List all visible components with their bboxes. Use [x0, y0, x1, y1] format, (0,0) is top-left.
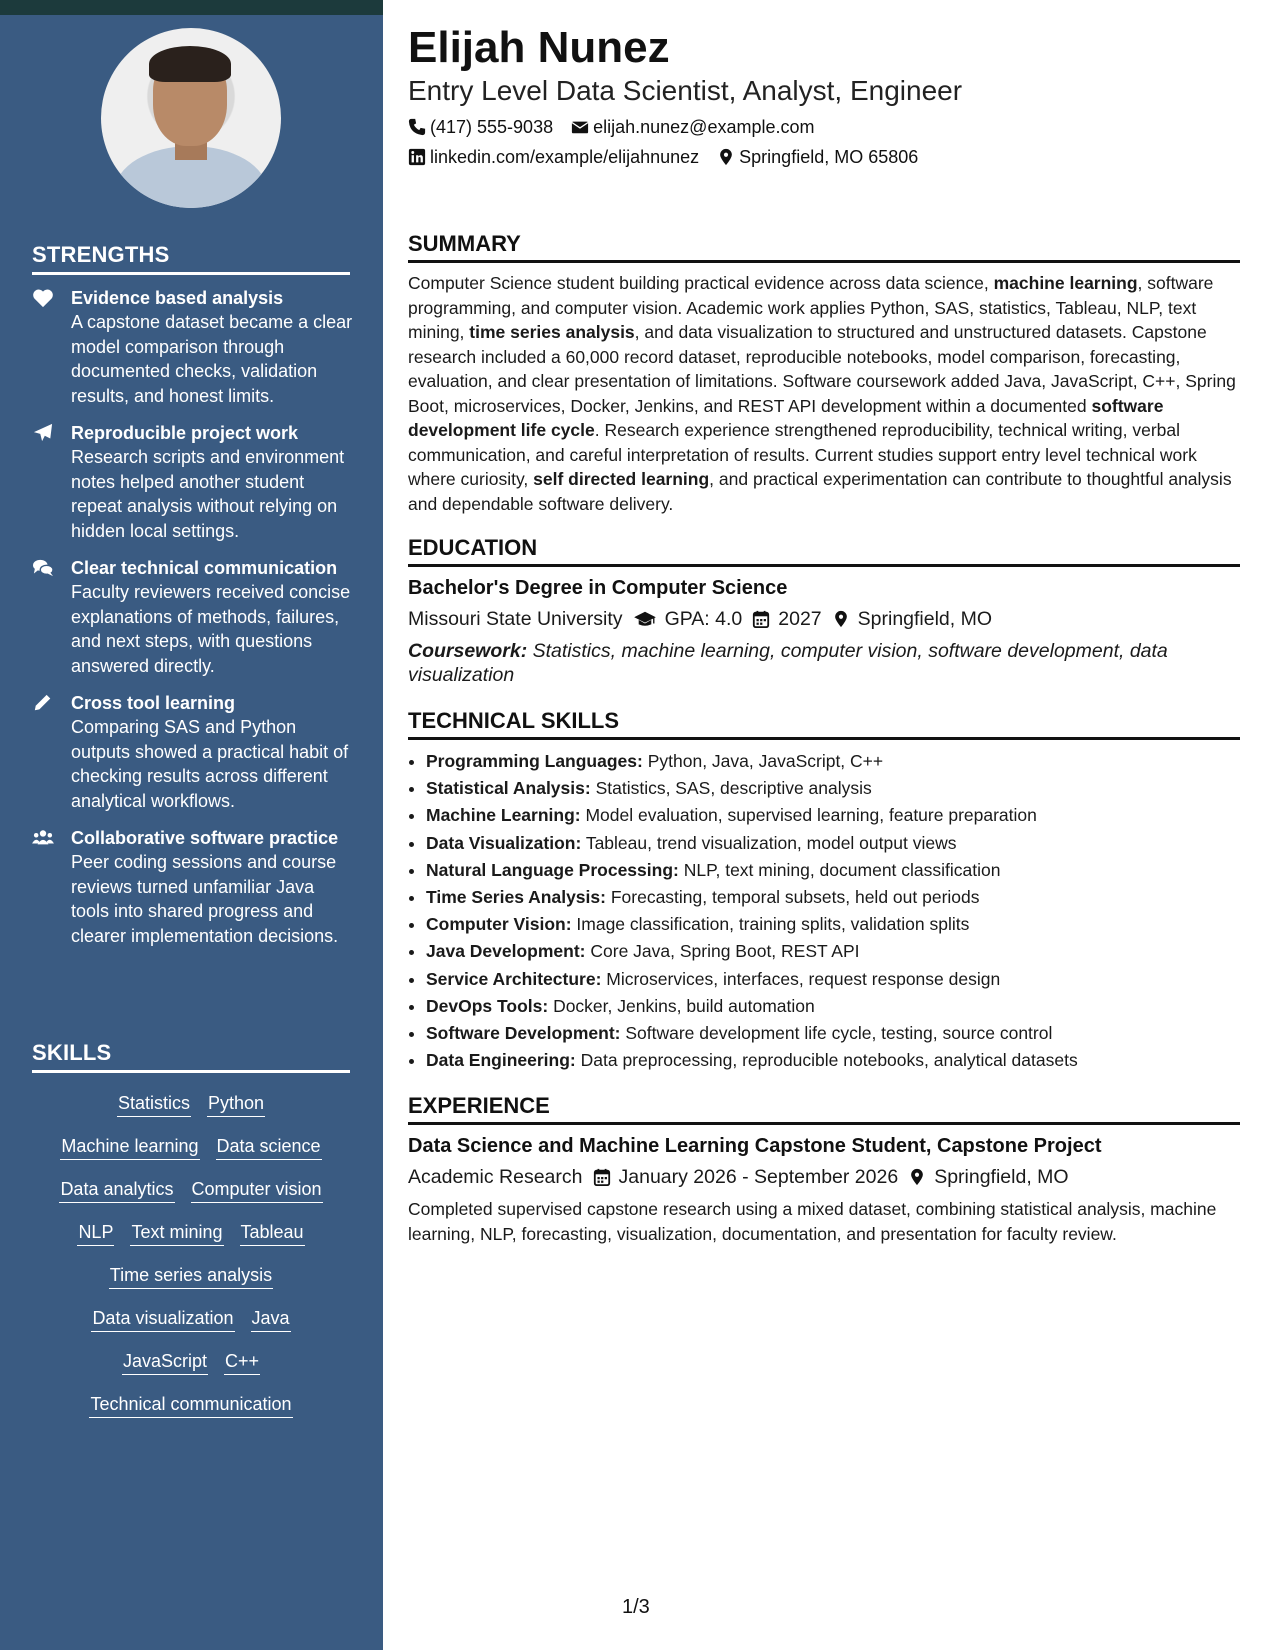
strength-item [32, 286, 357, 408]
experience-org: Academic Research [408, 1166, 583, 1189]
strength-title: Evidence based analysis [71, 288, 284, 308]
skill-category: Computer Vision: [426, 914, 572, 935]
envelope-icon [571, 118, 589, 136]
graduation-cap-icon [633, 610, 657, 628]
experience-section [408, 1092, 1240, 1246]
skill-values: Core Java, Spring Boot, REST API [585, 941, 860, 962]
edu-location-item [832, 605, 992, 633]
paper-plane-icon [32, 423, 54, 443]
skill-values: Image classification, training splits, validation splits [571, 914, 970, 935]
contact-line-2 [408, 146, 1240, 168]
education-section [408, 534, 1240, 687]
skill-tag: Java [251, 1307, 291, 1332]
experience-title: Data Science and Machine Learning Capstone Student, Capstone Project [408, 1135, 1102, 1158]
education-heading: EDUCATION [408, 534, 1240, 567]
calendar-icon [593, 1168, 611, 1186]
strength-title: Collaborative software practice [71, 828, 339, 848]
skill-tag: Tableau [240, 1221, 305, 1246]
technical-skills-heading: TECHNICAL SKILLS [408, 707, 1240, 740]
coursework-list: Statistics, machine learning, computer vision, software development, data visualization [408, 640, 1168, 686]
list-item [426, 857, 1240, 884]
skill-tag: Technical communication [89, 1393, 292, 1418]
candidate-name: Elijah Nunez [408, 23, 670, 72]
skill-tag: Computer vision [191, 1178, 323, 1203]
graduation-year: 2027 [778, 608, 822, 630]
skill-category: DevOps Tools: [426, 995, 549, 1016]
skill-category: Time Series Analysis: [426, 887, 606, 908]
list-item [426, 1020, 1240, 1047]
linkedin-contact [408, 146, 699, 168]
pencil-icon [32, 693, 54, 713]
skill-category: Statistical Analysis: [426, 778, 591, 799]
list-item [426, 938, 1240, 965]
sidebar-top-bar [0, 0, 383, 15]
location-contact [717, 146, 918, 168]
summary-heading: SUMMARY [408, 230, 1240, 263]
calendar-icon [752, 610, 770, 628]
skill-category: Programming Languages: [426, 751, 643, 771]
experience-description: Completed supervised capstone research using a mixed dataset, combining statistical analysis, machine learning, NLP, forecasting, visualization, documentation, and presentation for faculty review. [408, 1199, 1217, 1244]
technical-skills-list [408, 748, 1240, 1074]
skill-tag: Data visualization [91, 1307, 234, 1332]
comments-icon [32, 558, 54, 578]
gpa-item [633, 605, 743, 633]
coursework-label: Coursework: [408, 640, 528, 662]
skill-tag: JavaScript [122, 1350, 208, 1375]
summary-text-segment: Computer Science student building practical evidence across data science, [408, 273, 994, 293]
technical-skills-section [408, 707, 1240, 1074]
skill-values: Forecasting, temporal subsets, held out periods [605, 887, 980, 908]
skill-tag: Data science [216, 1135, 322, 1160]
summary-section [408, 230, 1240, 516]
map-marker-icon [832, 610, 850, 628]
linkedin-icon [408, 148, 426, 166]
strength-description: A capstone dataset became a clear model comparison through documented checks, validation results, and honest limits. [71, 312, 353, 406]
strength-item [32, 556, 357, 678]
summary-text [408, 271, 1240, 516]
location-text: Springfield, MO 65806 [739, 147, 919, 167]
strength-title: Clear technical communication [71, 558, 338, 578]
list-item [426, 884, 1240, 911]
list-item [426, 993, 1240, 1020]
skill-tag: Python [207, 1092, 265, 1117]
strength-description: Peer coding sessions and course reviews turned unfamiliar Java tools into shared progress and clearer implementation decisions. [71, 852, 339, 946]
gpa-value: GPA: 4.0 [664, 608, 743, 630]
email-contact [571, 116, 814, 138]
skill-values: Tableau, trend visualization, model output views [581, 832, 957, 853]
skill-tag: Data analytics [59, 1178, 174, 1203]
skill-values: Statistics, SAS, descriptive analysis [590, 778, 872, 799]
skill-tag: Time series analysis [109, 1264, 273, 1289]
phone-icon [408, 118, 426, 136]
summary-text-segment: , and practical experimentation can contribute to thoughtful analysis and dependable software delivery. [408, 469, 1232, 514]
coursework [408, 639, 1240, 687]
list-item [426, 1047, 1240, 1074]
skill-tag: Statistics [117, 1092, 191, 1117]
map-marker-icon [717, 148, 735, 166]
page-number: 1/3 [622, 1596, 650, 1618]
exp-dates-item [593, 1163, 899, 1191]
linkedin-url[interactable]: linkedin.com/example/elijahnunez [430, 147, 700, 167]
users-icon [32, 828, 54, 848]
skill-values: NLP, text mining, document classification [678, 859, 1001, 880]
experience-heading: EXPERIENCE [408, 1092, 1240, 1125]
skill-category: Software Development: [426, 1023, 621, 1044]
map-marker-icon [908, 1168, 926, 1186]
experience-dates: January 2026 - September 2026 [618, 1166, 899, 1189]
strength-title: Cross tool learning [71, 693, 236, 713]
list-item [426, 966, 1240, 993]
skill-category: Java Development: [426, 941, 586, 962]
sidebar [0, 0, 383, 1650]
strength-description: Research scripts and environment notes helped another student repeat analysis without relying on hidden local settings. [71, 447, 345, 541]
school-name: Missouri State University [408, 608, 623, 630]
school-location: Springfield, MO [857, 608, 993, 630]
phone-contact [408, 116, 553, 138]
skill-tag: Text mining [130, 1221, 223, 1246]
candidate-role: Entry Level Data Scientist, Analyst, Engineer [408, 75, 963, 106]
summary-text-segment: . Research experience strengthened reproducibility, technical writing, verbal communication, and careful interpretation of results. Current studies support entry level technical work where curiosity, [408, 420, 1197, 489]
list-item [426, 911, 1240, 938]
skill-tag: C++ [224, 1350, 260, 1375]
main-content [408, 22, 1240, 1246]
skill-category: Data Engineering: [426, 1050, 576, 1071]
list-item [426, 802, 1240, 829]
list-item [426, 830, 1240, 857]
strengths-heading: STRENGTHS [32, 242, 350, 275]
year-item [752, 605, 821, 633]
profile-photo [101, 28, 281, 208]
experience-location: Springfield, MO [934, 1166, 1069, 1189]
skill-values: Docker, Jenkins, build automation [548, 995, 815, 1016]
skill-values: Python, Java, JavaScript, C++ [642, 751, 884, 771]
list-item [426, 748, 1240, 775]
summary-keyword: time series analysis [469, 322, 635, 342]
skill-values: Microservices, interfaces, request response design [601, 968, 1001, 989]
summary-text-segment: , software programming, and computer vision. Academic work applies Python, SAS, statistics, Tableau, NLP, text mining, [408, 273, 1214, 342]
skill-values: Software development life cycle, testing, source control [620, 1023, 1053, 1044]
skill-category: Service Architecture: [426, 968, 602, 989]
skills-cloud [32, 1092, 350, 1436]
education-meta [408, 605, 1240, 633]
strength-item [32, 691, 357, 813]
strength-item [32, 421, 357, 543]
skill-values: Model evaluation, supervised learning, feature preparation [580, 805, 1037, 826]
strength-description: Comparing SAS and Python outputs showed a practical habit of checking results across different analytical workflows. [71, 717, 349, 811]
strength-item [32, 826, 357, 948]
summary-text-segment: , and data visualization to structured and unstructured datasets. Capstone research included a 60,000 record dataset, reproducible notebooks, model comparison, forecasting, evaluation, and clear presentation of limitations. Software coursework added Java, JavaScript, C++, Spring Boot, microservices, Docker, Jenkins, and REST API development within a documented [408, 322, 1236, 416]
skill-category: Data Visualization: [426, 832, 582, 853]
skill-category: Natural Language Processing: [426, 859, 679, 880]
phone-number[interactable]: (417) 555-9038 [430, 117, 554, 137]
skill-tag: Machine learning [60, 1135, 199, 1160]
strengths-list [32, 286, 357, 961]
email-address[interactable]: elijah.nunez@example.com [593, 117, 815, 137]
summary-keyword: machine learning [993, 273, 1138, 293]
skills-heading: SKILLS [32, 1040, 350, 1073]
skill-values: Data preprocessing, reproducible notebooks, analytical datasets [575, 1050, 1078, 1071]
strength-title: Reproducible project work [71, 423, 299, 443]
skill-tag: NLP [77, 1221, 114, 1246]
summary-keyword: software development life cycle [408, 395, 1164, 440]
contact-line [408, 116, 1240, 138]
strength-description: Faculty reviewers received concise explanations of methods, failures, and next steps, with questions answered directly. [71, 582, 351, 676]
skill-category: Machine Learning: [426, 805, 581, 826]
exp-location-item [908, 1163, 1068, 1191]
list-item [426, 775, 1240, 802]
summary-keyword: self directed learning [533, 469, 710, 489]
degree-title: Bachelor's Degree in Computer Science [408, 577, 788, 599]
experience-meta [408, 1163, 1240, 1191]
heart-icon [32, 288, 54, 308]
